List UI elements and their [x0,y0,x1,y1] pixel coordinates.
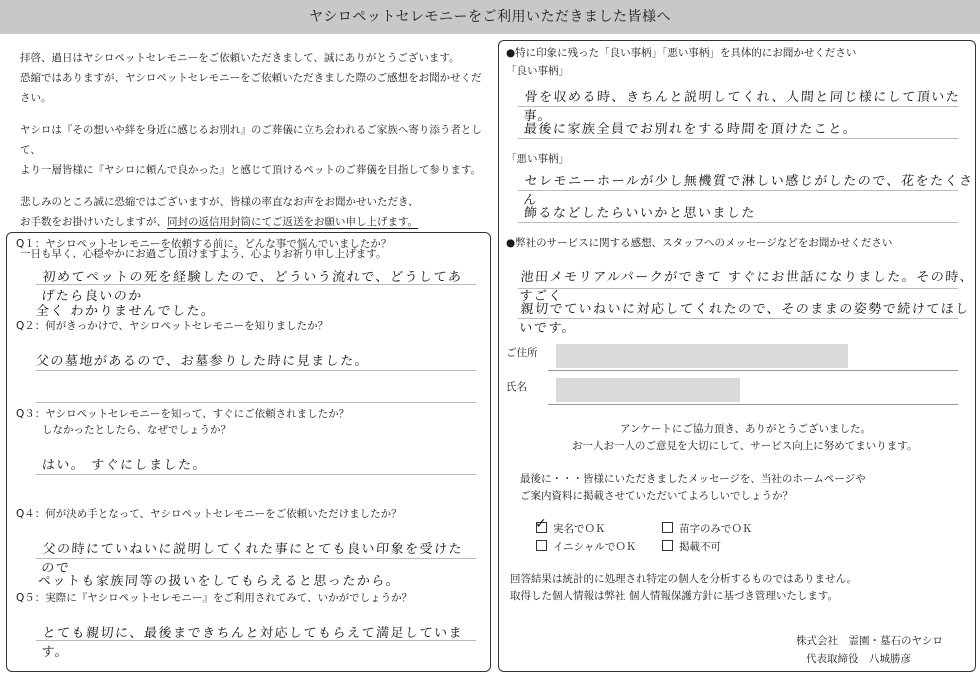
checkbox-initials [536,540,547,551]
answer-4-line-1: 父の時にていねいに説明してくれた事にとても良い印象を受けたので [40,542,464,576]
intro-line: お手数をお掛けいたしますが、同封の返信用封筒にてご返送をお願い申し上げます。 [20,216,419,228]
answer-rule [518,288,958,289]
good-line-1: 骨を収める時、きちんと説明してくれ、人間と同じ様にして頂いた事。 [522,90,961,124]
question-1: Q１：ヤシロペットセレモニーを依頼する前に、どんな事で悩んでいましたか？ [16,238,392,250]
address-label: ご住所 [506,347,538,359]
address-rule [548,370,958,371]
answer-rule [36,284,476,285]
intro-line: より一層皆様に『ヤシロに頼んで良かった』と感じて頂けるペットのご葬儀を目指して参ります。 [20,164,482,176]
answer-3: はい。 すぐにしました。 [41,458,208,473]
intro-line: 一日も早く、心穏やかにお過ごし頂けますよう、心よりお祈り申し上げます。 [20,248,387,260]
bad-line-2: 飾るなどしたらいいかと思いました [523,206,757,221]
question-5: Q５：実際に『ヤシロペットセレモニー』をご利用されてみて、いかがでしょうか？ [16,592,413,604]
representative: 代表取締役 八城勝彦 [806,653,911,665]
intro-line: 拝啓、過日はヤシロペットセレモニーをご依頼いただきまして、誠にありがとうございます。 [20,52,460,64]
option-surname-only: 苗字のみでＯＫ [662,520,753,538]
company-name: 株式会社 霊園・墓石のヤシロ [796,635,943,647]
answer-rule [36,640,476,641]
answer-rule [36,370,476,371]
name-rule [548,404,958,405]
answer-1-line-1: 初めてペットの死を経験したので、どういう流れで、どうしてあげたら良いのか [40,270,464,304]
message-line-1: 池田メモリアルパークができて すぐにお世話になりました。その時、すごく [518,270,975,304]
answer-2: 父の墓地があるので、お墓参りした時に見ました。 [35,354,370,369]
intro-line: ヤシロは『その想いや絆を身近に感じるお別れ』のご葬儀に立ち会われるご家族へ寄り添う者として、 [20,124,482,156]
answer-rule [36,474,476,475]
good-label: 「良い事柄」 [506,65,569,77]
bad-line-1: セレモニーホールが少し無機質で淋しい感じがしたので、花をたくさん [522,174,975,208]
impressions-header: ●特に印象に残った「良い事柄」「悪い事柄」を具体的にお聞かせください [506,47,857,59]
option-initials: イニシャルでＯＫ [536,538,636,556]
intro-line: 悲しみのところ誠に恐縮ではございますが、皆様の率直なお声をお聞かせいただき、 [20,196,419,208]
intro-line: 恐縮ではありますが、ヤシロペットセレモニーをご依頼いただきました際のご感想をお聞かせください。 [20,72,482,104]
page-title: ヤシロペットセレモニーをご利用いただきました皆様へ [0,0,980,34]
good-line-2: 最後に家族全員でお別れをする時間を頂けたこと。 [523,122,858,137]
name-redacted [556,378,740,402]
option-real-name: ✓ 実名でＯＫ [535,516,606,535]
bad-label: 「悪い事柄」 [506,153,569,165]
thanks-line-1: アンケートにご協力頂き、ありがとうございました。 [620,423,871,435]
message-header: ●弊社のサービスに関する感想、スタッフへのメッセージなどをお聞かせください [506,237,893,249]
checkbox-surname-only [662,522,673,533]
address-redacted [556,344,848,368]
privacy-line-2: 取得した個人情報は弊社 個人情報保護方針に基づき管理いたします。 [510,590,838,602]
question-2: Q２：何がきっかけで、ヤシロペットセレモニーを知りましたか？ [16,320,329,332]
answer-rule [518,106,958,107]
name-label: 氏名 [506,381,527,393]
answer-rule [518,190,958,191]
option-no-publish: 掲載不可 [662,538,721,556]
publish-line-1: 最後に・・・皆様にいただきましたメッセージを、当社のホームページや [520,473,866,485]
answer-rule [518,138,958,139]
checkbox-real-name [535,516,547,533]
answer-rule [518,222,958,223]
return-envelope-note: 同封の返信用封筒にてご返送をお願い申し上げます。 [167,216,419,228]
question-3-sub: しなかったとしたら、なぜでしょうか？ [42,424,231,436]
privacy-line-1: 回答結果は統計的に処理され特定の個人を分析するものではありません。 [510,573,858,585]
checkbox-no-publish [662,540,673,551]
answer-4-line-2: ペットも家族同等の扱いをしてもらえると思ったから。 [37,574,401,589]
checkmark-icon: ✓ [535,516,547,532]
question-3: Q３：ヤシロペットセレモニーを知って、すぐにご依頼されましたか？ [16,408,350,420]
publish-line-2: ご案内資料に掲載させていただいてよろしいでしょうか？ [520,490,793,502]
answer-rule [36,558,476,559]
answer-5: とても親切に、最後まできちんと対応してもらえて満足しています。 [40,626,464,660]
message-line-2: 親切でていねいに対応してくれたので、そのままの姿勢で続けてほしいです。 [518,302,971,336]
answer-rule [36,402,476,403]
answer-rule [518,318,958,319]
question-4: Q４：何が決め手となって、ヤシロペットセレモニーをご依頼いただけましたか？ [16,508,402,520]
answer-1-line-2: 全く わかりませんでした。 [35,304,217,319]
thanks-line-2: お一人お一人のご意見を大切にして、サービス向上に努めてまいります。 [572,440,918,452]
